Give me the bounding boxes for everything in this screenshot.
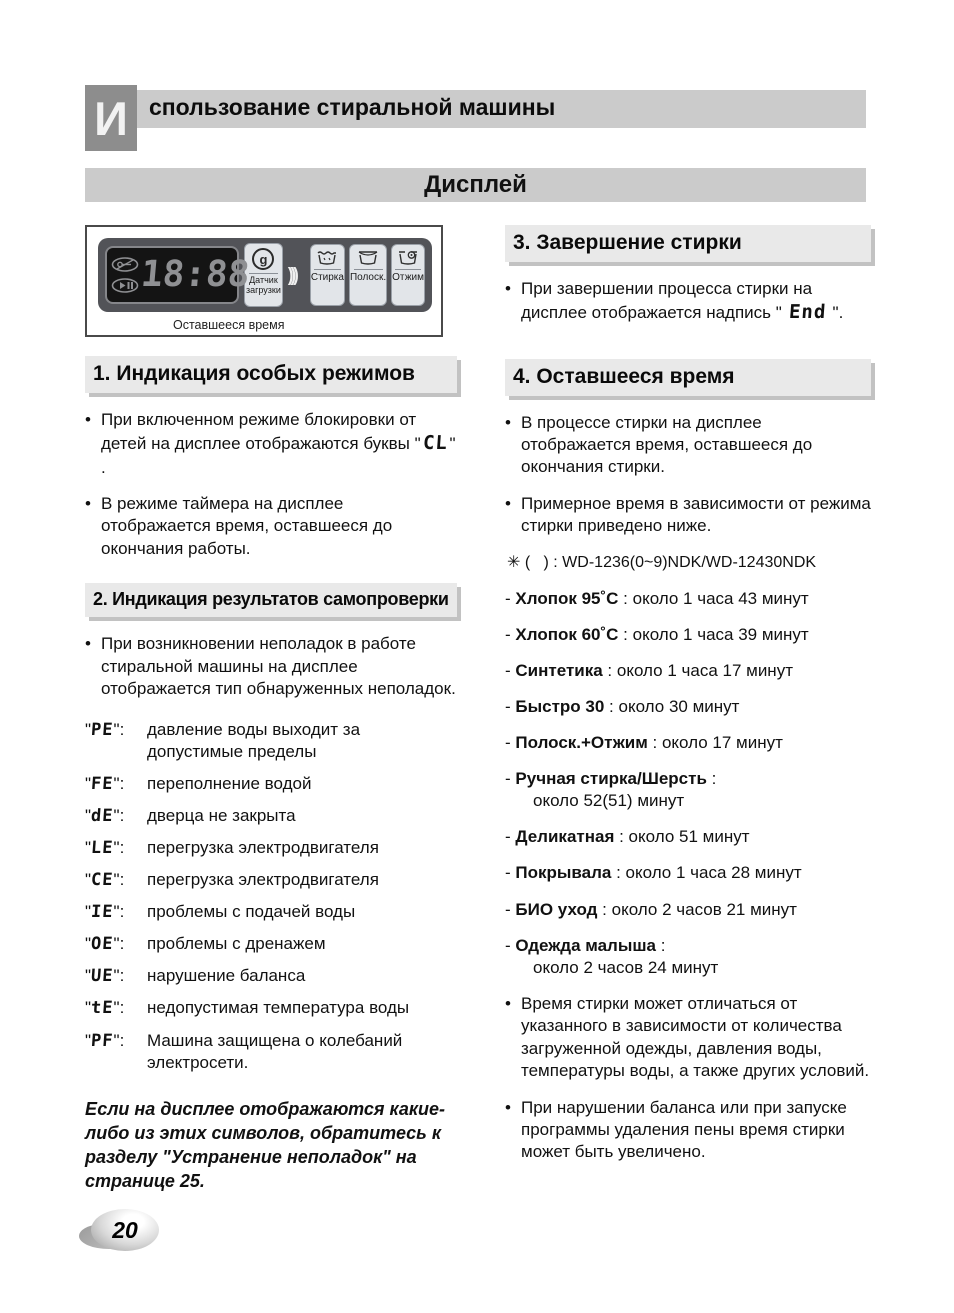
error-code-row: "PE": давление воды выходит за допустимые пределы	[85, 719, 361, 761]
program-time-list	[505, 588, 871, 979]
wash-tub-icon	[316, 249, 338, 266]
error-code-row: "IE": проблемы с подачей воды	[85, 902, 356, 923]
program-row: - Ручная стирка/Шерсть : около 52(51) минут	[505, 769, 717, 811]
error-code-row: "dE": дверца не закрыта	[85, 805, 296, 826]
troubleshooting-note: Если на дисплее отображаются какие-либо из этих символов, обратитесь к разделу "Устранение неполадок" на странице 25.	[85, 1098, 445, 1191]
section-4-heading: 4. Оставшееся время	[505, 359, 871, 396]
section-3-bullet-1: • При завершении процесса стирки на дисплее отображается надпись " End ".	[505, 278, 871, 326]
error-code: PE	[90, 719, 115, 740]
rinse-button: Полоск.	[349, 244, 387, 306]
error-code: PF	[90, 1030, 115, 1051]
chapter-header	[85, 88, 870, 145]
spin-button: Отжим	[391, 244, 425, 306]
section-1-bullet-1: • При включенном режиме блокировки от детей на дисплее отображаются буквы "CL" .	[85, 410, 456, 477]
error-code-row: "LE": перегрузка электродвигателя	[85, 837, 379, 858]
code-end: End	[787, 301, 827, 324]
rinse-tub-icon	[357, 249, 379, 266]
section-4-bullet-1: • В процессе стирки на дисплее отображается время, оставшееся до окончания стирки.	[505, 412, 813, 477]
remaining-time-caption: Оставшееся время	[173, 318, 285, 332]
section-1-heading: 1. Индикация особых режимов	[85, 356, 457, 393]
error-code-row: "OE": проблемы с дренажем	[85, 934, 326, 955]
load-sensor-button: g Датчик загрузки	[244, 243, 283, 307]
section-4-note-2: • При нарушении баланса или при запуске программы удаления пены время стирки может быть увеличено.	[505, 1097, 847, 1162]
program-row: - Покрывала : около 1 часа 28 минут	[505, 863, 802, 883]
spin-tub-icon	[397, 249, 419, 266]
program-row: - Синтетика : около 1 часа 17 минут	[505, 660, 793, 680]
error-code-row: "PF": Машина защищена о колебаний электросети.	[85, 1030, 403, 1072]
program-row: - Хлопок 60˚С : около 1 часа 39 минут	[505, 624, 809, 644]
page-number: 20	[112, 1216, 138, 1243]
error-code: CE	[90, 870, 115, 891]
control-panel	[98, 238, 432, 312]
section-2-heading: 2. Индикация результатов самопроверки	[85, 583, 457, 617]
section-4-bullet-2: • Примерное время в зависимости от режима стирки приведено ниже.	[505, 493, 871, 536]
model-note: ✳ ( ) : WD-1236(0~9)NDK/WD-12430NDK	[507, 553, 817, 571]
section-1-bullet-2: • В режиме таймера на дисплее отображается время, оставшееся до окончания работы.	[85, 493, 393, 558]
signal-waves-icon: )))	[287, 263, 296, 286]
lcd-display	[105, 246, 252, 304]
error-code-row: "FE": переполнение водой	[85, 773, 312, 794]
error-code-row: "tE": недопустимая температура воды	[85, 998, 410, 1019]
chapter-title: спользование стиральной машины	[149, 94, 556, 120]
page-number-badge	[85, 1209, 159, 1251]
error-code: OE	[90, 934, 115, 955]
error-code-row: "CE": перегрузка электродвигателя	[85, 870, 379, 891]
error-code-row: "UE": нарушение баланса	[85, 966, 306, 987]
load-sensor-icon: g	[252, 248, 274, 270]
program-row: - Одежда малыша : около 2 часов 24 минут	[505, 935, 719, 977]
section-2-bullet-1: • При возникновении неполадок в работе стиральной машины на дисплее отображается тип обнаруженных неполадок.	[85, 634, 456, 699]
page-title: Дисплей	[85, 168, 866, 202]
program-row: - Хлопок 95˚С : около 1 часа 43 минут	[505, 588, 809, 608]
left-column	[85, 225, 457, 1251]
chapter-title-bar	[85, 90, 866, 128]
wash-button: Стирка	[310, 244, 345, 306]
program-row: - Полоск.+Отжим : около 17 минут	[505, 733, 783, 753]
error-code: tE	[90, 998, 115, 1019]
error-code-list	[85, 719, 457, 1074]
section-4-note-1: • Время стирки может отличаться от указанного в зависимости от количества загруженной одежды, давления воды, температуры воды, а также других условий.	[505, 993, 870, 1081]
error-code: IE	[90, 902, 115, 923]
section-3-heading: 3. Завершение стирки	[505, 225, 871, 262]
program-row: - Деликатная : около 51 минут	[505, 827, 750, 847]
right-column	[505, 225, 871, 1251]
code-cl: CL	[421, 432, 449, 455]
error-code: FE	[90, 773, 115, 794]
chapter-initial-box	[85, 85, 137, 151]
error-code: LE	[90, 837, 115, 858]
error-code: dE	[90, 805, 115, 826]
child-lock-icon	[111, 257, 139, 272]
error-code: UE	[90, 966, 115, 987]
program-row: - Быстро 30 : около 30 минут	[505, 696, 740, 716]
play-pause-icon	[111, 278, 139, 293]
display-panel-figure	[85, 225, 443, 337]
chapter-initial-letter: И	[94, 91, 128, 145]
lcd-time-value: 18:88	[139, 254, 252, 295]
program-row: - БИО уход : около 2 часов 21 минут	[505, 899, 797, 919]
